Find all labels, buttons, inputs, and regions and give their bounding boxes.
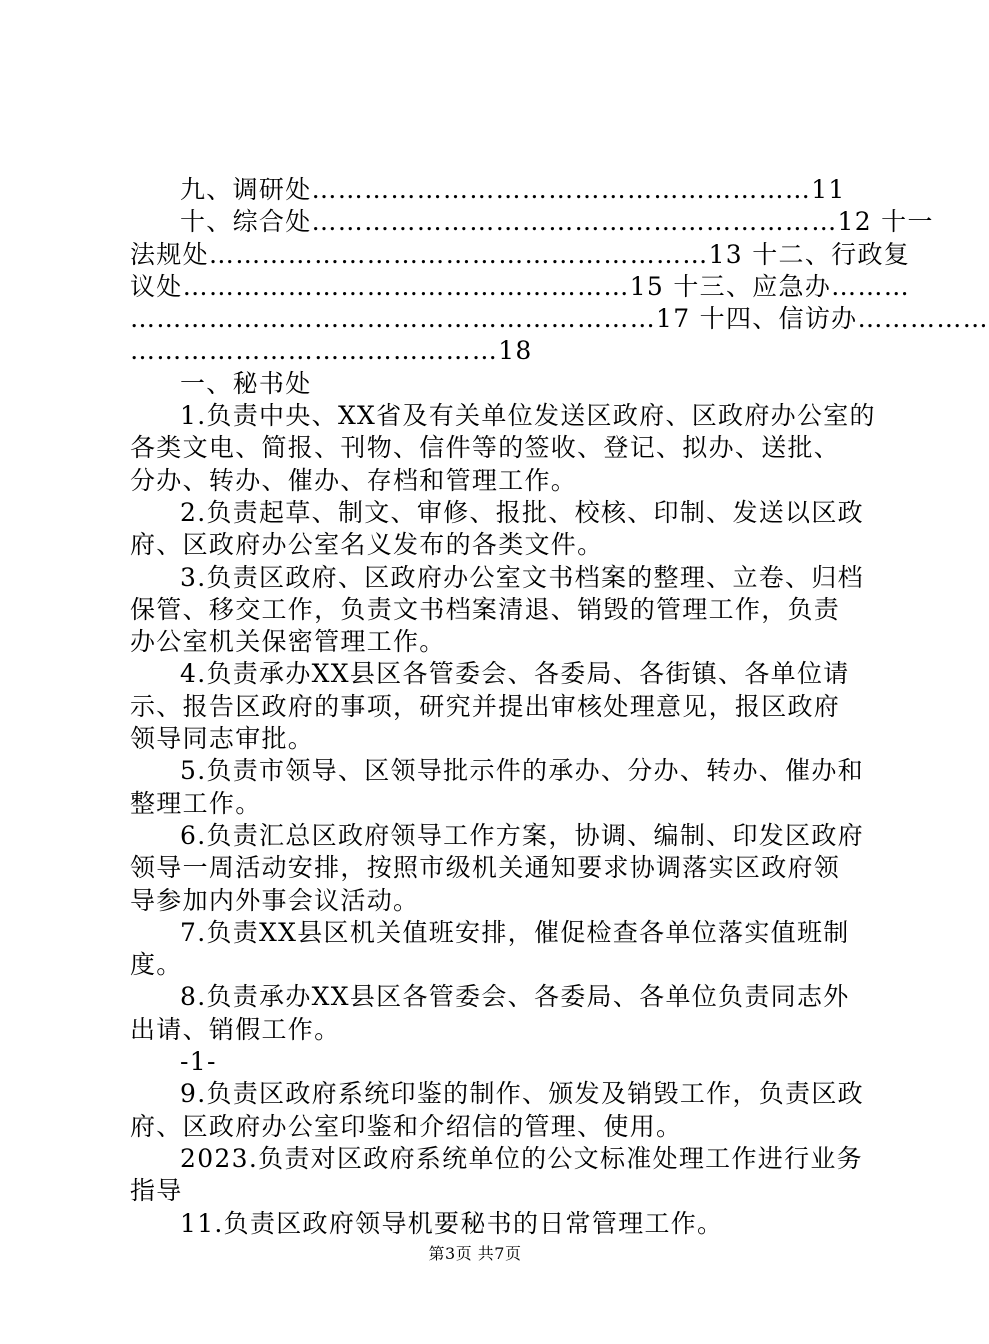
page-footer: 第3页 共7页: [428, 1244, 522, 1263]
text-line: 4.负责承办XX县区各管委会、各委局、各街镇、各单位请: [180, 659, 850, 689]
text-line: 九、调研处…………………………………………………11: [180, 175, 846, 204]
text-line: ……………………………………18: [130, 336, 533, 366]
text-line: 示、报告区政府的事项，研究并提出审核处理意见，报区政府: [130, 691, 841, 721]
text-line: 各类文电、简报、刊物、信件等的签收、登记、拟办、送批、: [130, 433, 841, 463]
text-line: 度。: [130, 950, 183, 980]
text-line: 分办、转办、催办、存档和管理工作。: [130, 465, 578, 495]
text-line: 导参加内外事会议活动。: [130, 885, 420, 915]
text-line: 领导一周活动安排，按照市级机关通知要求协调落实区政府领: [130, 853, 841, 883]
text-line: 保管、移交工作，负责文书档案清退、销毁的管理工作，负责: [130, 594, 841, 624]
text-line: 府、区政府办公室印鉴和介绍信的管理、使用。: [130, 1111, 683, 1141]
text-line: 2.负责起草、制文、审修、报批、校核、印制、发送以区政: [180, 497, 864, 527]
text-line: 办公室机关保密管理工作。: [130, 627, 446, 657]
text-line: ……………………………………………………17 十四、信访办……………: [130, 304, 989, 334]
text-line: 府、区政府办公室名义发布的各类文件。: [130, 530, 604, 560]
text-line: 2023.负责对区政府系统单位的公文标准处理工作进行业务: [180, 1143, 863, 1173]
text-line: 9.负责区政府系统印鉴的制作、颁发及销毁工作，负责区政: [180, 1079, 864, 1109]
text-line: 5.负责市领导、区领导批示件的承办、分办、转办、催办和: [180, 756, 864, 786]
text-line: 出请、销假工作。: [130, 1014, 341, 1044]
document-body: [130, 174, 989, 1240]
text-line: 领导同志审批。: [130, 724, 315, 754]
text-line: 整理工作。: [130, 788, 262, 818]
text-line: 6.负责汇总区政府领导工作方案，协调、编制、印发区政府: [180, 820, 864, 850]
text-line: 7.负责XX县区机关值班安排，催促检查各单位落实值班制: [180, 917, 850, 947]
text-line: 议处……………………………………………15 十三、应急办………: [130, 271, 911, 301]
text-line: 十、综合处……………………………………………………12 十一: [180, 207, 934, 237]
text-line: 法规处…………………………………………………13 十二、行政复: [130, 239, 911, 269]
text-line: 11.负责区政府领导机要秘书的日常管理工作。: [180, 1208, 724, 1238]
text-line: 1.负责中央、XX省及有关单位发送区政府、区政府办公室的: [180, 401, 876, 431]
text-line: -1-: [180, 1047, 217, 1077]
text-line: 一、秘书处: [180, 368, 312, 398]
text-line: 指导: [130, 1176, 183, 1206]
text-line: 3.负责区政府、区政府办公室文书档案的整理、立卷、归档: [180, 562, 864, 592]
text-line: 8.负责承办XX县区各管委会、各委局、各单位负责同志外: [180, 982, 850, 1012]
